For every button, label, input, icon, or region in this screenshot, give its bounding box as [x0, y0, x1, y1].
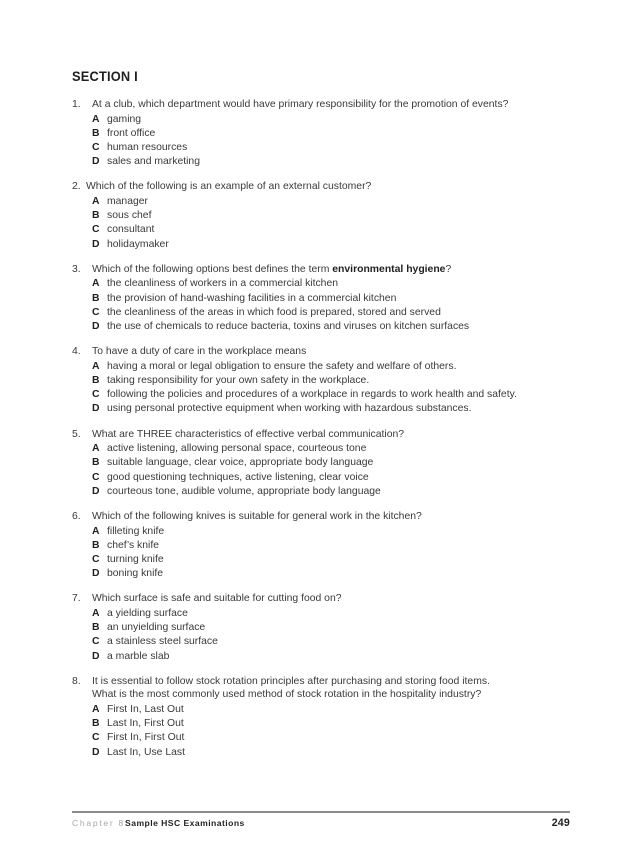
option-text: the cleanliness of the areas in which food is prepared, stored and served — [107, 306, 441, 318]
question-number: 8. — [72, 675, 81, 687]
option-item — [72, 374, 572, 388]
question-text — [92, 675, 572, 689]
option-text: the use of chemicals to reduce bacteria, toxins and viruses on kitchen surfaces — [107, 321, 470, 333]
option-letter: D — [92, 156, 100, 168]
question-text-plain: Which of the following options best defines the term — [92, 263, 333, 275]
option-text: good questioning techniques, active listening, clear voice — [107, 471, 369, 483]
question-text-plain: To have a duty of care in the workplace means — [92, 346, 307, 358]
question-text-plain: Which surface is safe and suitable for cutting food on? — [92, 593, 342, 605]
option-letter: A — [92, 278, 100, 290]
option-letter: B — [92, 127, 100, 139]
option-letter: B — [92, 375, 100, 387]
option-item — [72, 607, 572, 621]
option-item — [72, 471, 572, 485]
footer-divider — [72, 811, 570, 813]
option-letter: C — [92, 389, 100, 401]
option-letter: C — [92, 142, 100, 153]
option-letter: A — [92, 704, 100, 716]
option-text: using personal protective equipment when working with hazardous substances. — [107, 403, 472, 415]
option-list — [72, 277, 572, 334]
question-text — [86, 180, 572, 194]
question-item — [72, 98, 572, 169]
option-item — [72, 442, 572, 456]
footer-chapter-label: Chapter 8 — [72, 818, 126, 828]
option-letter: B — [92, 457, 100, 469]
option-letter: D — [92, 568, 100, 580]
option-letter: A — [92, 525, 100, 537]
option-text: boning knife — [107, 568, 164, 580]
option-text: active listening, allowing personal space, courteous tone — [107, 443, 367, 455]
option-letter: C — [92, 224, 100, 236]
question-text — [92, 345, 572, 359]
option-item — [72, 553, 572, 567]
option-text: manager — [107, 196, 149, 207]
option-text: the cleanliness of workers in a commercial kitchen — [107, 278, 338, 290]
option-letter: C — [92, 471, 100, 483]
option-item — [72, 195, 572, 209]
question-stem — [72, 98, 572, 112]
question-stem — [72, 263, 572, 277]
option-list — [72, 525, 572, 582]
option-item — [72, 539, 572, 553]
option-item — [72, 388, 572, 402]
option-letter: A — [92, 608, 100, 620]
footer-row — [72, 817, 570, 829]
question-item — [72, 675, 572, 760]
question-item — [72, 180, 572, 251]
question-number: 1. — [72, 99, 81, 110]
option-item — [72, 703, 572, 717]
question-number: 7. — [72, 593, 81, 605]
option-item — [72, 292, 572, 306]
option-text: taking responsibility for your own safety in the workplace. — [107, 375, 370, 387]
option-text: holidaymaker — [107, 238, 169, 250]
question-text-emphasis: environmental hygiene — [332, 263, 446, 275]
option-text: a yielding surface — [107, 608, 188, 620]
question-item — [72, 345, 572, 416]
option-letter: D — [92, 238, 100, 250]
option-item — [72, 320, 572, 334]
option-text: a stainless steel surface — [107, 636, 218, 648]
option-item — [72, 238, 572, 252]
option-item — [72, 485, 572, 499]
option-letter: B — [92, 210, 100, 222]
question-text — [92, 428, 572, 442]
question-number: 4. — [72, 346, 81, 358]
question-text — [92, 592, 572, 606]
option-item — [72, 746, 572, 760]
option-item — [72, 360, 572, 374]
option-item — [72, 155, 572, 169]
option-letter: C — [92, 732, 100, 744]
option-item — [72, 635, 572, 649]
option-letter: D — [92, 746, 100, 758]
option-list — [72, 442, 572, 499]
option-letter: D — [92, 485, 100, 497]
option-item — [72, 113, 572, 127]
question-text — [92, 263, 572, 277]
option-letter: A — [92, 443, 100, 455]
question-text-tail: ? — [445, 263, 452, 275]
option-letter: B — [92, 622, 100, 634]
question-text-plain: It is essential to follow stock rotation principles after purchasing and storing food items. — [92, 675, 490, 687]
question-number: 3. — [72, 263, 81, 275]
option-item — [72, 209, 572, 223]
question-stem — [72, 675, 572, 689]
option-text: First In, Last Out — [107, 704, 184, 716]
option-text: courteous tone, audible volume, appropriate body language — [107, 485, 381, 497]
question-item — [72, 263, 572, 334]
option-item — [72, 141, 572, 155]
question-number: 5. — [72, 428, 81, 440]
option-item — [72, 456, 572, 470]
option-letter: A — [92, 113, 100, 125]
question-item — [72, 428, 572, 499]
option-text: a marble slab — [107, 650, 170, 662]
option-letter: A — [92, 360, 100, 372]
option-text: sales and marketing — [107, 156, 200, 168]
option-item — [72, 567, 572, 581]
question-stem — [72, 428, 572, 442]
option-text: chef’s knife — [107, 539, 159, 551]
option-letter: B — [92, 292, 100, 304]
option-item — [72, 402, 572, 416]
option-item — [72, 277, 572, 291]
option-text: Last In, Use Last — [107, 746, 185, 758]
footer-left-text — [72, 818, 245, 828]
option-text: Last In, First Out — [107, 718, 184, 730]
option-letter: D — [92, 321, 100, 333]
option-text: turning knife — [107, 554, 164, 566]
option-list — [72, 113, 572, 170]
option-item — [72, 127, 572, 141]
option-letter: B — [92, 718, 100, 730]
option-item — [72, 650, 572, 664]
question-stem — [72, 345, 572, 359]
option-text: sous chef — [107, 210, 152, 222]
option-item — [72, 717, 572, 731]
question-stem-line2: What is the most commonly used method of stock rotation in the hospitality industry? — [92, 689, 482, 701]
question-text — [92, 510, 572, 524]
option-text: First In, First Out — [107, 732, 185, 744]
option-letter: B — [92, 539, 100, 551]
option-text: having a moral or legal obligation to ensure the safety and welfare of others. — [107, 360, 457, 372]
option-list — [72, 703, 572, 760]
option-list — [72, 607, 572, 664]
option-text: consultant — [107, 224, 155, 236]
option-text: gaming — [107, 113, 142, 125]
question-stem — [72, 510, 572, 524]
question-text-plain: At a club, which department would have primary responsibility for the promotion of events? — [92, 99, 509, 110]
footer-page-number: 249 — [551, 817, 570, 829]
option-text: an unyielding surface — [107, 622, 206, 634]
option-letter: A — [92, 196, 100, 207]
option-list — [72, 195, 572, 252]
option-list — [72, 360, 572, 417]
option-item — [72, 223, 572, 237]
question-stem — [72, 180, 572, 194]
question-text-plain: Which of the following knives is suitable for general work in the kitchen? — [92, 511, 422, 523]
section-heading: SECTION I — [72, 69, 138, 84]
option-text: following the policies and procedures of a workplace in regards to work health and safety. — [107, 389, 517, 401]
question-number: 2. — [72, 181, 81, 193]
option-text: suitable language, clear voice, appropriate body language — [107, 457, 374, 469]
question-list — [72, 98, 572, 771]
footer-title-label: Sample HSC Examinations — [125, 818, 245, 828]
question-stem — [72, 592, 572, 606]
option-text: filleting knife — [107, 525, 165, 537]
option-text: front office — [107, 127, 156, 139]
question-text — [92, 98, 572, 112]
option-letter: D — [92, 403, 100, 415]
option-item — [72, 525, 572, 539]
question-item — [72, 592, 572, 663]
option-item — [72, 731, 572, 745]
question-item — [72, 510, 572, 581]
option-letter: C — [92, 306, 100, 318]
question-text-plain: Which of the following is an example of an external customer? — [86, 181, 372, 193]
question-text-plain: What are THREE characteristics of effective verbal communication? — [92, 428, 405, 440]
option-item — [72, 621, 572, 635]
option-letter: C — [92, 636, 100, 648]
page-footer — [72, 811, 570, 829]
option-letter: C — [92, 554, 100, 566]
question-number: 6. — [72, 511, 81, 523]
option-item — [72, 306, 572, 320]
option-text: human resources — [107, 142, 188, 153]
option-text: the provision of hand-washing facilities in a commercial kitchen — [107, 292, 397, 304]
option-letter: D — [92, 650, 100, 662]
